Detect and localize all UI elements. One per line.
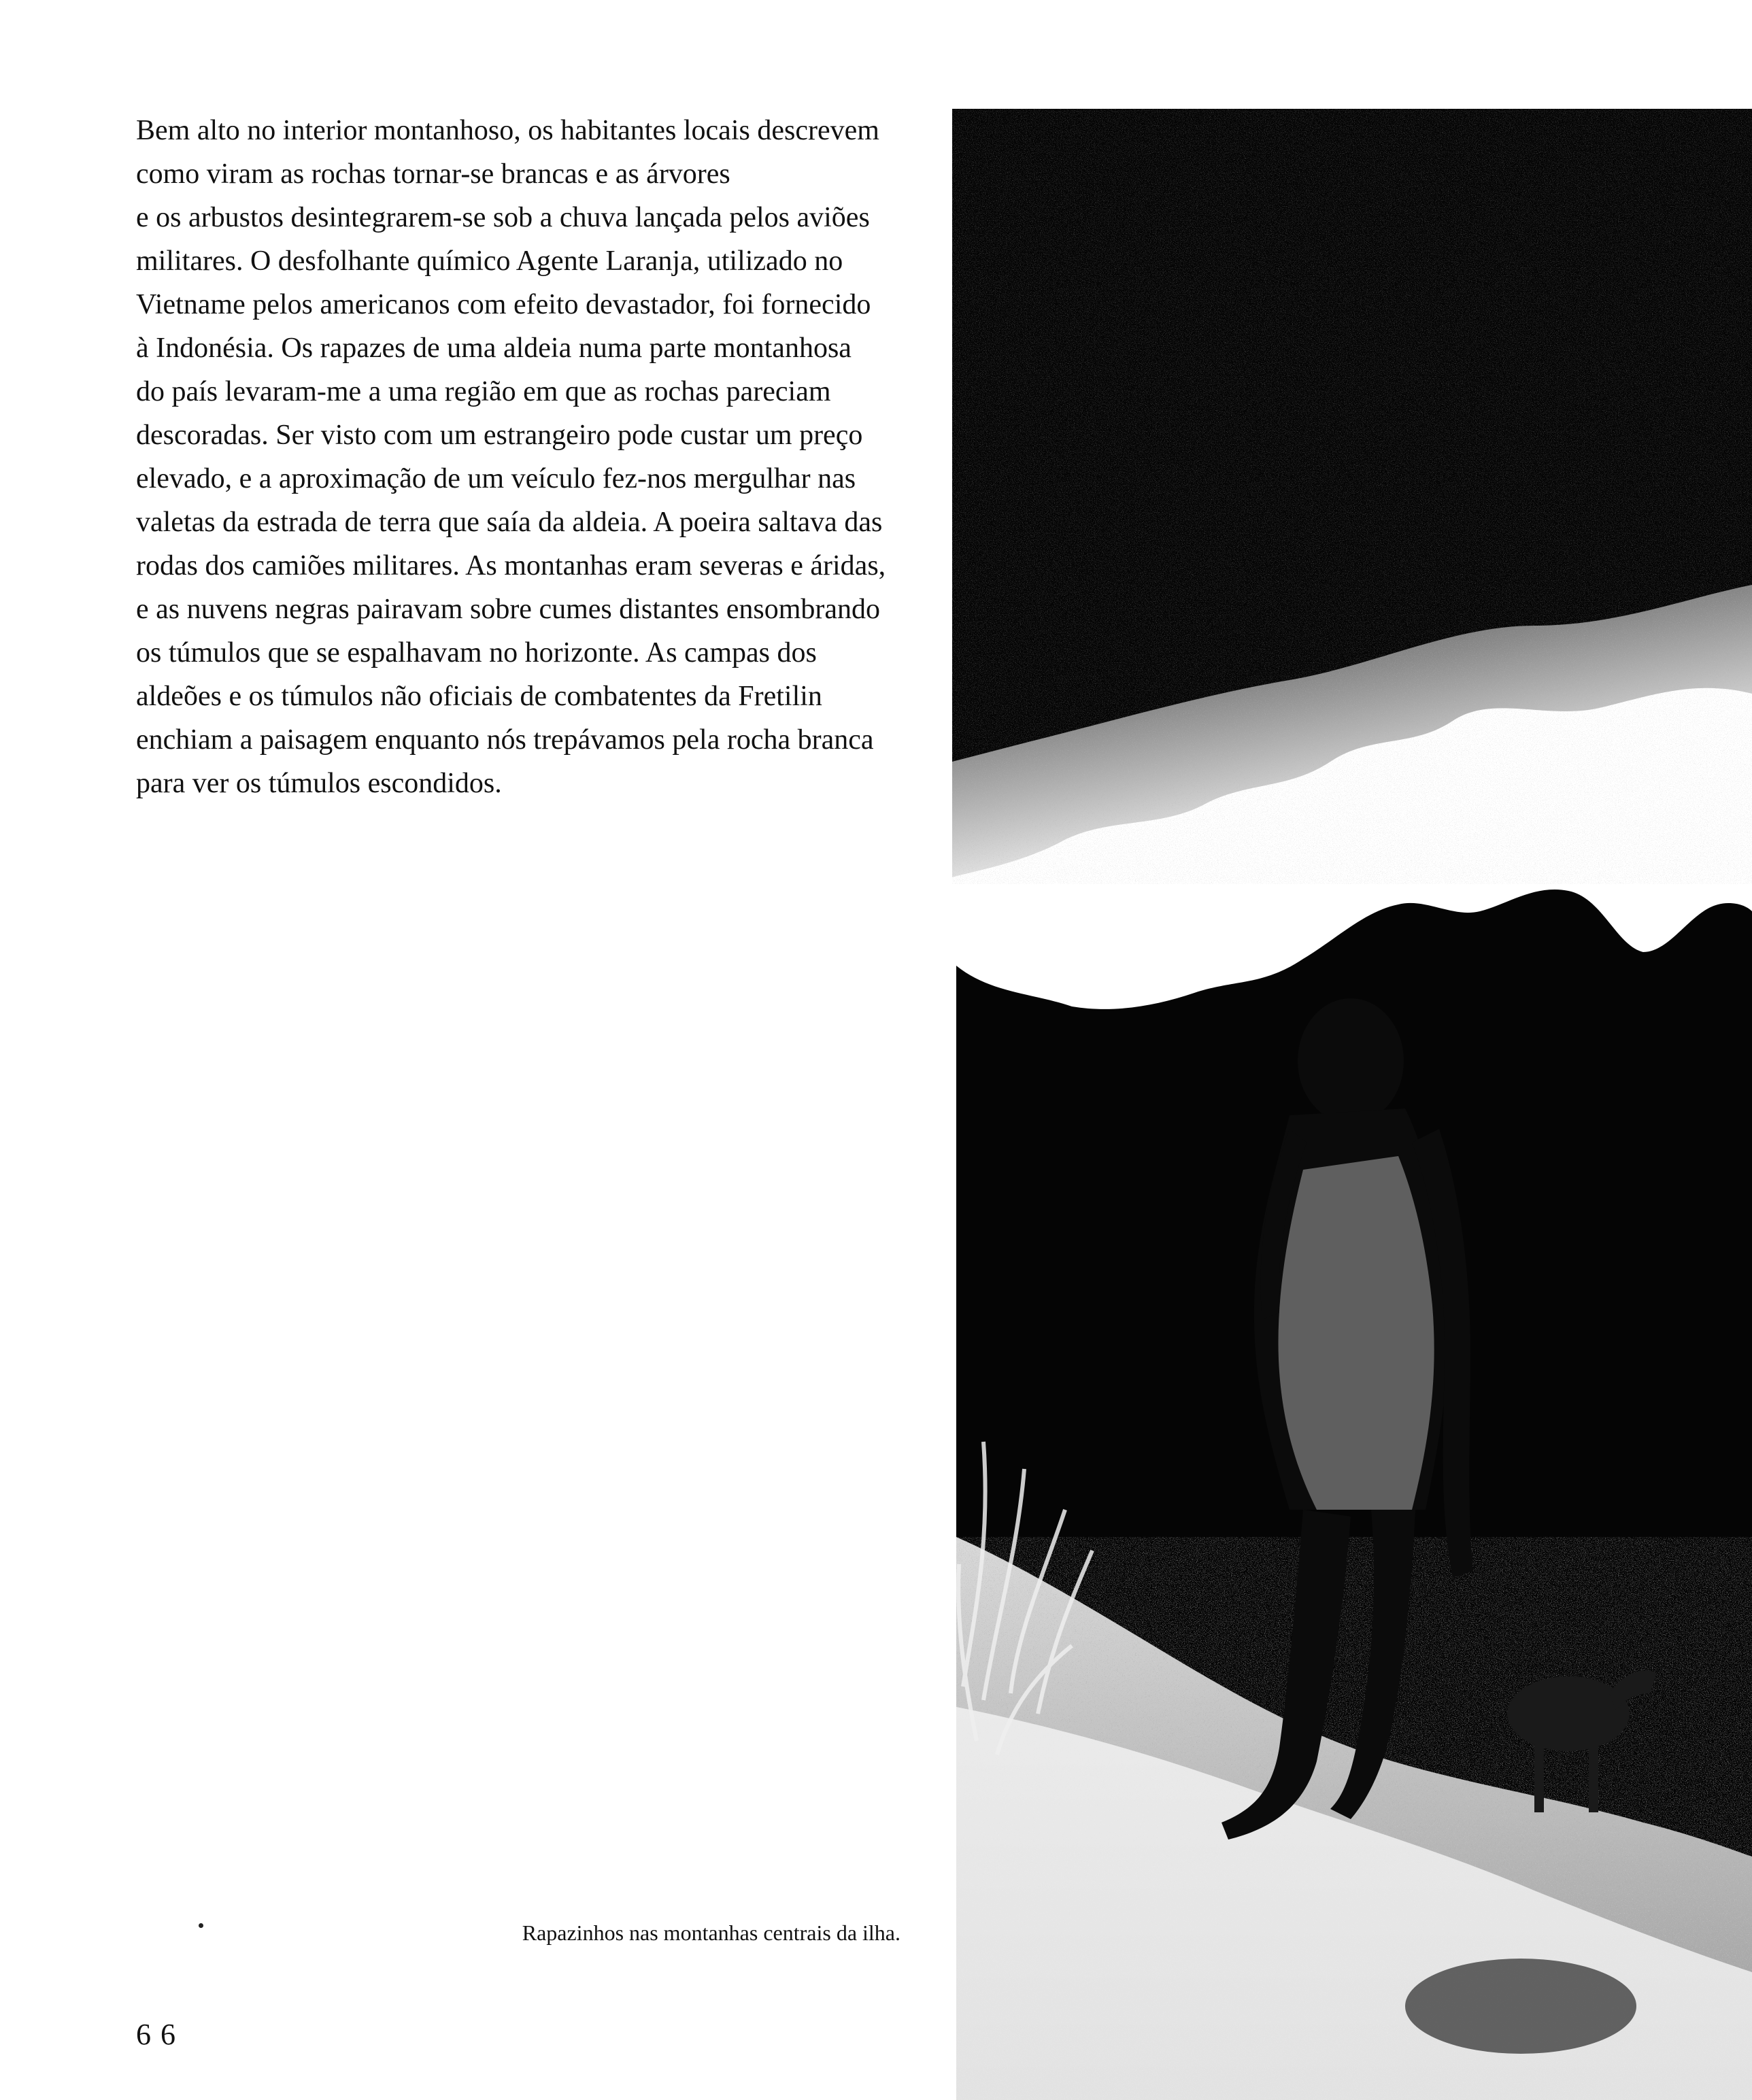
text-line: para ver os túmulos escondidos.: [136, 768, 502, 799]
rock-shadow: [1405, 1959, 1636, 2054]
text-line: militares. O desfolhante químico Agente Laranja, utilizado no: [136, 245, 843, 277]
text-line: os túmulos que se espalhavam no horizonte. As campas dos: [136, 637, 817, 668]
text-line: Vietname pelos americanos com efeito devastador, foi fornecido: [136, 289, 871, 320]
photo-caption: Rapazinhos nas montanhas centrais da ilha.: [522, 1920, 900, 1945]
bullet-dot: [199, 1923, 203, 1928]
photo-illustration: [936, 109, 1752, 2100]
text-line: enchiam a paisagem enquanto nós trepávamos pela rocha branca: [136, 724, 874, 756]
text-line: aldeões e os túmulos não oficiais de combatentes da Fretilin: [136, 681, 822, 712]
text-line: rodas dos camiões militares. As montanhas eram severas e áridas,: [136, 550, 886, 581]
text-line: valetas da estrada de terra que saía da aldeia. A poeira saltava das: [136, 507, 883, 538]
text-line: do país levaram-me a uma região em que as rochas pareciam: [136, 376, 831, 407]
body-text: [136, 109, 911, 805]
text-line: como viram as rochas tornar-se brancas e as árvores: [136, 158, 730, 190]
text-line: e as nuvens negras pairavam sobre cumes distantes ensombrando: [136, 594, 881, 625]
text-line: à Indonésia. Os rapazes de uma aldeia numa parte montanhosa: [136, 333, 852, 364]
text-line: elevado, e a aproximação de um veículo fez-nos mergulhar nas: [136, 463, 856, 494]
photograph: [936, 109, 1752, 2100]
page-number: 66: [136, 2018, 185, 2051]
text-line: Bem alto no interior montanhoso, os habitantes locais descrevem: [136, 115, 879, 146]
text-line: descoradas. Ser visto com um estrangeiro pode custar um preço: [136, 420, 863, 451]
text-line: e os arbustos desintegrarem-se sob a chuva lançada pelos aviões: [136, 202, 870, 233]
